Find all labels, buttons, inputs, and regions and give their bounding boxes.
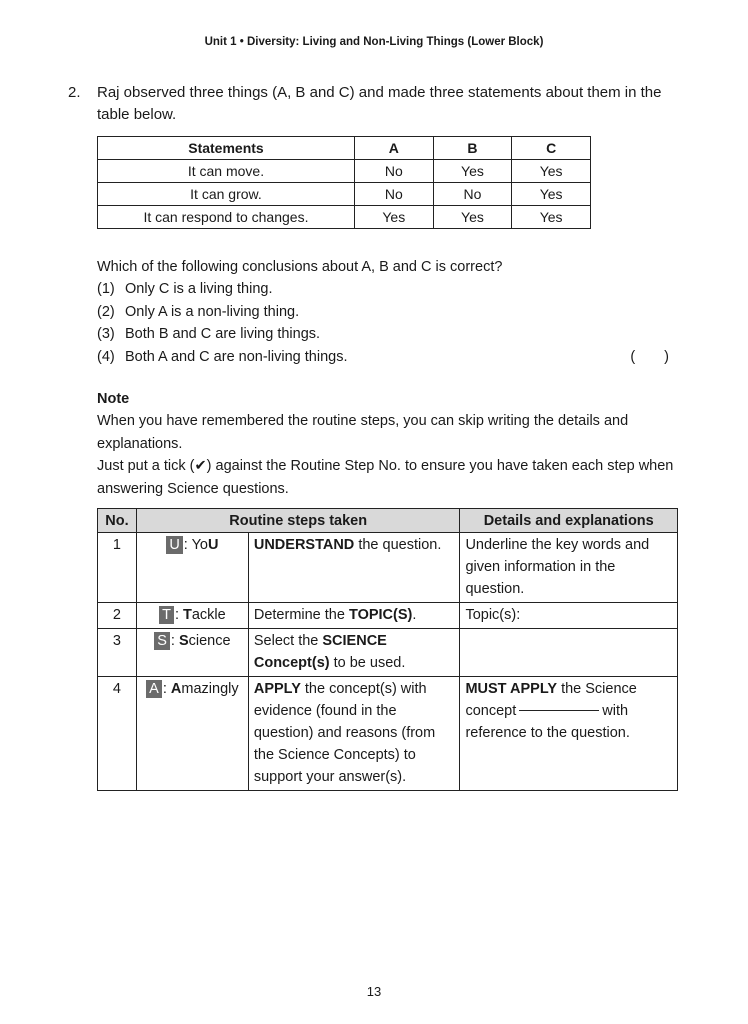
option-number: (4) [97, 348, 115, 365]
table-row [98, 533, 678, 603]
page-number: 13 [366, 984, 382, 999]
option-number: (2) [97, 303, 115, 320]
step-details: MUST APPLY the Science concept with reference to the question. [460, 677, 678, 791]
option-text: Only A is a non-living thing. [125, 303, 300, 320]
table-row [98, 603, 678, 629]
step-letter-badge: S [154, 632, 170, 650]
table-row [98, 206, 591, 229]
option-text: Only C is a living thing. [125, 281, 273, 298]
step-description: UNDERSTAND the question. [248, 533, 460, 603]
col-header-no: No. [98, 509, 137, 533]
step-label: T : Tackle [136, 603, 248, 629]
table-row [98, 183, 591, 206]
table-row [98, 629, 678, 677]
option-number: (1) [97, 281, 115, 298]
statement-cell: It can grow. [98, 183, 355, 206]
col-header-steps: Routine steps taken [136, 509, 460, 533]
note-section [97, 388, 677, 500]
note-text-2: Just put a tick (✔) against the Routine Step No. to ensure you have taken each step when answering Science questions. [97, 458, 674, 497]
value-cell-b: Yes [433, 160, 512, 183]
question-number: 2. [68, 84, 81, 101]
statement-cell: It can respond to changes. [98, 206, 355, 229]
step-number: 2 [98, 603, 137, 629]
option-text: Both A and C are non-living things. [125, 348, 348, 365]
statements-table-header [98, 137, 591, 160]
fill-in-blank [519, 710, 599, 711]
step-description: Determine the TOPIC(S). [248, 603, 460, 629]
step-letter-badge: T [159, 606, 174, 624]
answer-bracket: ( ) [630, 348, 669, 365]
step-label: A : Amazingly [136, 677, 248, 791]
statements-table [97, 136, 591, 229]
col-header-details: Details and explanations [460, 509, 678, 533]
question-text: Raj observed three things (A, B and C) and made three statements about them in the table below. [97, 84, 662, 123]
step-letter-badge: U [166, 536, 182, 554]
step-description: Select the SCIENCE Concept(s) to be used. [248, 629, 460, 677]
option-1 [97, 278, 677, 300]
statement-cell: It can move. [98, 160, 355, 183]
value-cell-b: Yes [433, 206, 512, 229]
step-number: 4 [98, 677, 137, 791]
value-cell-c: Yes [512, 183, 591, 206]
option-2 [97, 301, 677, 323]
steps-table-header [98, 509, 678, 533]
step-label: U : YoU [136, 533, 248, 603]
step-label: S : Science [136, 629, 248, 677]
step-details: Underline the key words and given information in the question. [460, 533, 678, 603]
step-number: 1 [98, 533, 137, 603]
value-cell-c: Yes [512, 206, 591, 229]
option-number: (3) [97, 326, 115, 343]
step-letter-badge: A [146, 680, 162, 698]
value-cell-b: No [433, 183, 512, 206]
step-details [460, 629, 678, 677]
value-cell-a: Yes [354, 206, 433, 229]
col-header-b: B [433, 137, 512, 160]
routine-steps-table [97, 508, 678, 791]
option-3 [97, 323, 677, 345]
step-description: APPLY the concept(s) with evidence (found in the question) and reasons (from the Science Concepts) to support your answer(s). [248, 677, 460, 791]
col-header-a: A [354, 137, 433, 160]
question-prompt: Which of the following conclusions about A, B and C is correct? [97, 259, 503, 275]
running-header: Unit 1 • Diversity: Living and Non-Living Things (Lower Block) [204, 36, 544, 48]
note-title: Note [97, 391, 130, 407]
table-row [98, 160, 591, 183]
col-header-statements: Statements [98, 137, 355, 160]
table-row [98, 677, 678, 791]
answer-options [97, 256, 677, 368]
step-number: 3 [98, 629, 137, 677]
col-header-c: C [512, 137, 591, 160]
option-text: Both B and C are living things. [125, 326, 321, 343]
value-cell-a: No [354, 183, 433, 206]
option-4 [97, 346, 677, 368]
step-details: Topic(s): [460, 603, 678, 629]
note-text-1: When you have remembered the routine steps, you can skip writing the details and explanations. [97, 413, 629, 452]
value-cell-a: No [354, 160, 433, 183]
value-cell-c: Yes [512, 160, 591, 183]
